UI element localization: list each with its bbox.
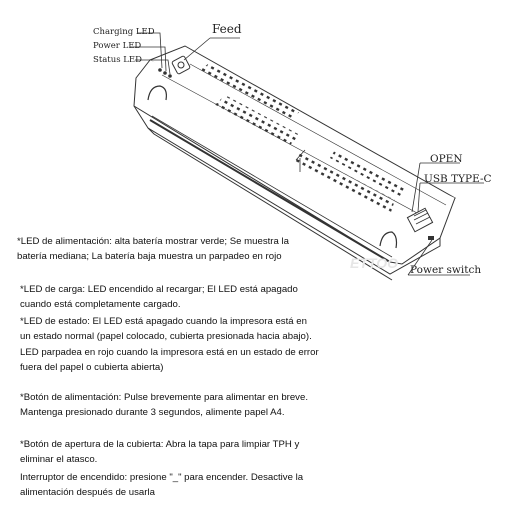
open-label: OPEN [430, 153, 463, 165]
power-led-description: *LED de alimentación: alta batería mostrar verde; Se muestra la batería mediana; La batería baja muestra un parpadeo en rojo [17, 236, 289, 263]
usb-type-c-label: USB TYPE-C [424, 173, 492, 185]
watermark: ETTOO [350, 255, 398, 271]
power-switch-label: Power switch [410, 264, 482, 276]
status-led-description: *LED de estado: El LED está apagado cuando la impresora está en un estado normal (papel colocado, cubierta presionada hacia abajo). LED parpadea en rojo cuando la impresora está en un estado de error fuera del papel o cubierta abierta) [20, 316, 319, 374]
feed-label: Feed [212, 22, 242, 36]
charging-led-label: Charging LED [93, 27, 155, 37]
cover-button-description: *Botón de apertura de la cubierta: Abra la tapa para limpiar TPH y eliminar el atasco. [20, 439, 300, 466]
status-led-label: Status LED [93, 55, 142, 65]
power-led-label: Power LED [93, 41, 142, 51]
feed-button-description: *Botón de alimentación: Pulse brevemente para alimentar en breve. Mantenga presionado durante 3 segundos, alimente papel A4. [20, 392, 308, 419]
charging-led-description: *LED de carga: LED encendido al recargar; El LED está apagado cuando está completamente cargado. [20, 284, 298, 311]
power-switch-description: Interruptor de encendido: presione "_" para encender. Desactive la alimentación después de usarla [20, 472, 304, 499]
